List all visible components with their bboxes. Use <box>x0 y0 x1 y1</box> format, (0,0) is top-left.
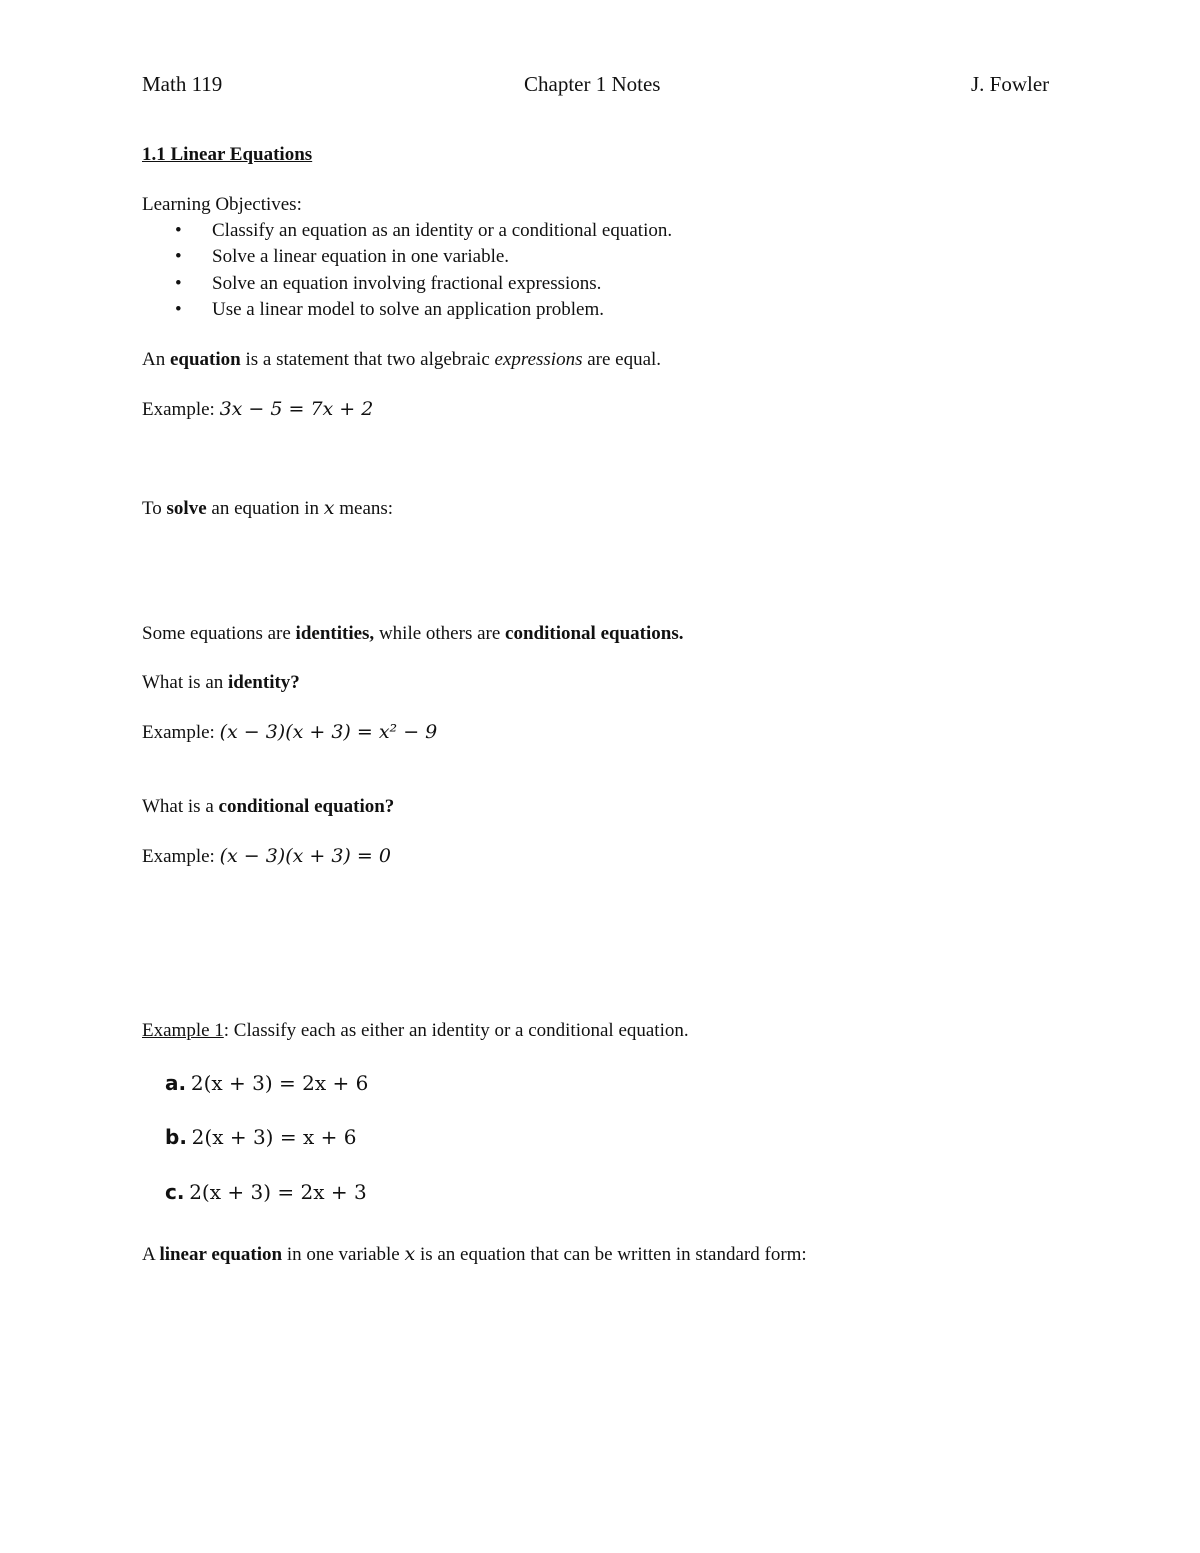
math-expression: (x − 3)(x + 3) = 0 <box>219 845 391 867</box>
term-conditional-equation: conditional equation? <box>218 796 395 817</box>
conditional-example: Example: (x − 3)(x + 3) = 0 <box>142 845 391 867</box>
header-title: Chapter 1 Notes <box>524 72 661 96</box>
example1-prompt: Example 1: Classify each as either an identity or a conditional equation. <box>142 1020 689 1041</box>
example1-part-a <box>165 1073 368 1094</box>
term-conditional-equations: conditional equations. <box>505 623 684 644</box>
section-title: 1.1 Linear Equations <box>142 144 313 165</box>
equation-definition: An equation is a statement that two algebraic expressions are equal. <box>142 349 662 370</box>
part-equation: 2(x + 3) = 2x + 3 <box>189 1180 367 1204</box>
conditional-question: What is a conditional equation? <box>142 796 395 817</box>
objective-item: • Solve an equation involving fractional expressions. <box>175 272 602 294</box>
example-equation: Example: 3x − 5 = 7x + 2 <box>142 398 374 420</box>
example1-part-b <box>165 1127 356 1148</box>
objectives-heading: Learning Objectives: <box>142 194 302 215</box>
bullet-icon: • <box>175 246 182 268</box>
header-author: J. Fowler <box>971 72 1050 96</box>
identities-line: Some equations are identities, while others are conditional equations. <box>142 623 684 644</box>
term-expressions: expressions <box>494 349 583 370</box>
part-label: b. <box>165 1125 187 1149</box>
math-expression: (x − 3)(x + 3) = x² − 9 <box>219 721 438 743</box>
objective-item: • Solve a linear equation in one variable. <box>175 246 510 268</box>
linear-equation-definition: A linear equation in one variable x is an equation that can be written in standard form: <box>142 1243 807 1265</box>
bullet-icon: • <box>175 220 182 241</box>
bullet-icon: • <box>175 298 182 320</box>
part-equation: 2(x + 3) = x + 6 <box>191 1125 357 1149</box>
term-solve: solve <box>166 498 207 519</box>
example1-part-c <box>165 1182 367 1203</box>
term-equation: equation <box>169 349 241 370</box>
solve-prompt: To solve an equation in x means: <box>142 497 394 519</box>
term-identities: identities, <box>295 623 375 644</box>
identity-question: What is an identity? <box>142 672 300 693</box>
math-expression: 3x − 5 = 7x + 2 <box>219 398 374 420</box>
part-label: c. <box>165 1180 185 1204</box>
objective-item: • Classify an equation as an identity or a conditional equation. <box>175 220 673 241</box>
objective-item: • Use a linear model to solve an application problem. <box>175 298 605 320</box>
header-course: Math 119 <box>142 72 223 96</box>
term-linear-equation: linear equation <box>159 1244 283 1265</box>
term-identity: identity? <box>228 672 300 693</box>
objectives-list <box>142 221 672 326</box>
example1-label: Example 1 <box>142 1020 224 1041</box>
part-label: a. <box>165 1071 187 1095</box>
identity-example: Example: (x − 3)(x + 3) = x² − 9 <box>142 721 438 743</box>
bullet-icon: • <box>175 272 182 294</box>
part-equation: 2(x + 3) = 2x + 6 <box>190 1071 369 1095</box>
